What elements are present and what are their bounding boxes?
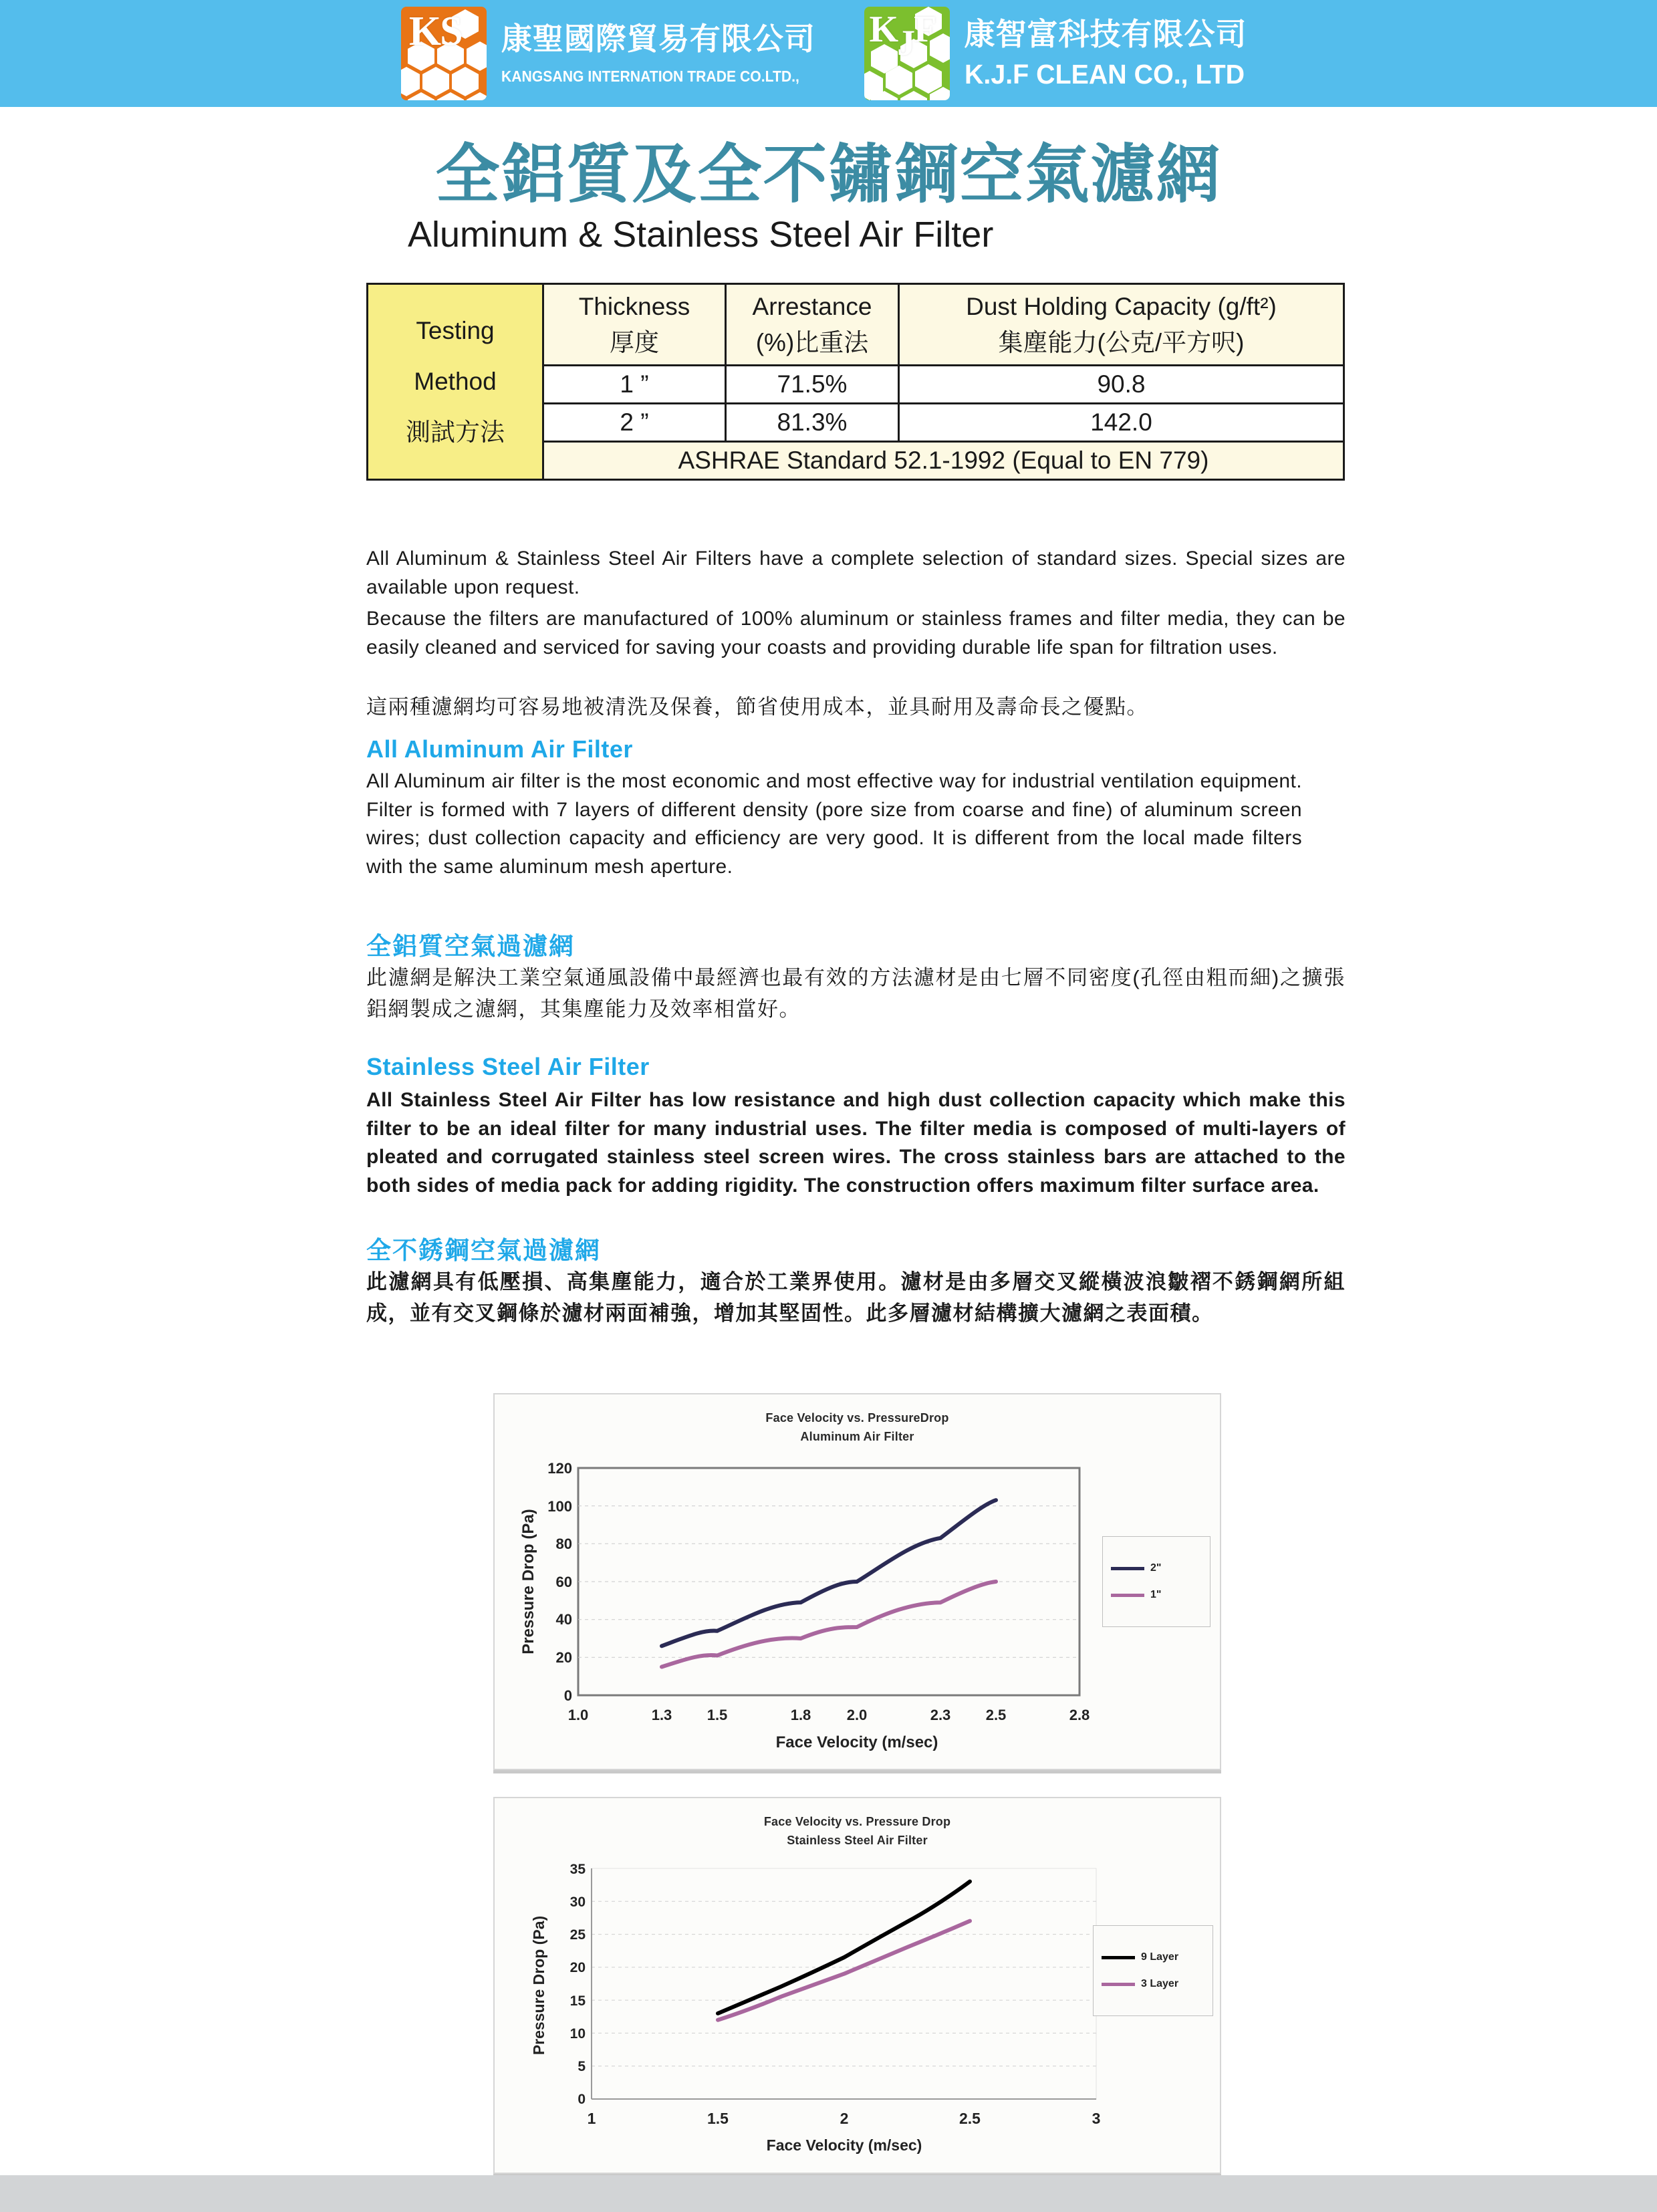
legend-label-2in: 2": [1150, 1562, 1162, 1574]
cell-arrestance-2in: 81.3%: [726, 404, 899, 442]
svg-text:2.8: 2.8: [1069, 1707, 1090, 1723]
kjf-name-en: K.J.F CLEAN CO., LTD: [964, 58, 1245, 90]
legend-item: [1111, 1562, 1202, 1574]
brand-kjf: [864, 7, 1257, 100]
svg-text:35: 35: [569, 1862, 586, 1877]
svg-text:80: 80: [555, 1535, 572, 1552]
testing-method-label-cell: [368, 284, 543, 480]
header-en: Arrestance: [752, 293, 872, 320]
svg-text:2.3: 2.3: [930, 1707, 951, 1723]
svg-text:100: 100: [547, 1498, 572, 1515]
svg-text:3: 3: [1092, 2110, 1101, 2127]
chart2-legend: [1093, 1925, 1213, 2016]
column-header-thickness: [543, 284, 726, 366]
testing-method-table: [366, 283, 1345, 481]
page-header: [0, 0, 1657, 107]
svg-text:2: 2: [840, 2110, 849, 2127]
legend-item: [1102, 1978, 1204, 1990]
legend-item: [1102, 1951, 1204, 1963]
method-line-3: 測試方法: [406, 418, 505, 447]
intro-paragraph-1: All Aluminum & Stainless Steel Air Filters have a complete selection of standard sizes. Special sizes are available upon request.: [366, 547, 1346, 598]
header-cn: 厚度: [610, 328, 659, 356]
legend-swatch-9-layer-icon: [1102, 1956, 1135, 1959]
ashrae-standard-note: ASHRAE Standard 52.1-1992 (Equal to EN 779): [543, 442, 1344, 480]
page-title-cn: 全鋁質及全不鏽鋼空氣濾網: [435, 139, 1222, 211]
kjf-logo-letters: KJF: [869, 9, 936, 63]
svg-text:1.5: 1.5: [707, 1707, 728, 1723]
legend-swatch-1in-icon: [1111, 1594, 1144, 1597]
intro-paragraph-cn: 這兩種濾網均可容易地被清洗及保養，節省使用成本，並具耐用及壽命長之優點。: [366, 695, 1148, 719]
svg-text:2.5: 2.5: [985, 1707, 1007, 1723]
kangsang-name-en: KANGSANG INTERNATION TRADE CO.LTD.,: [501, 67, 799, 85]
svg-text:1: 1: [587, 2110, 596, 2127]
chart-aluminum-air-filter: [493, 1393, 1221, 1770]
section-body-stainless-steel-air-filter: All Stainless Steel Air Filter has low resistance and high dust collection capacity which make this filter to be an ideal filter for many industrial uses. The filter media is composed of multi-layers of pleated and corrugated stainless steel screen wires. The cross stainless bars are attached to the both sides of media pack for adding rigidity. The construction offers maximum filter surface area.: [366, 1089, 1346, 1197]
section-heading-stainless-steel-air-filter: Stainless Steel Air Filter: [366, 1053, 650, 1080]
chart1-legend: [1102, 1536, 1210, 1627]
brand-kangsang: [401, 7, 825, 100]
svg-text:Face Velocity (m/sec): Face Velocity (m/sec): [766, 2136, 922, 2154]
chart2-title: Face Velocity vs. Pressure Drop: [763, 1815, 951, 1828]
cell-dust-2in: 142.0: [899, 404, 1344, 442]
svg-text:1.3: 1.3: [651, 1707, 672, 1723]
chart1-subtitle: Aluminum Air Filter: [800, 1429, 914, 1443]
column-header-arrestance: [726, 284, 899, 366]
chart-stainless-steel-air-filter: [493, 1797, 1221, 2174]
svg-text:1.8: 1.8: [790, 1707, 811, 1723]
cell-arrestance-1in: 71.5%: [726, 366, 899, 404]
svg-text:60: 60: [555, 1574, 572, 1590]
page-footer-band: [0, 2175, 1657, 2212]
svg-text:0: 0: [578, 2092, 586, 2107]
svg-text:0: 0: [563, 1687, 572, 1704]
intro-paragraph-2: Because the filters are manufactured of 100% aluminum or stainless frames and filter media, they can be easily cleaned and serviced for saving your coasts and providing durable life span for filtration uses.: [366, 608, 1346, 658]
cell-thickness-2in: 2 ”: [543, 404, 726, 442]
section-body-aluminum-cn: 此濾網是解決工業空氣通風設備中最經濟也最有效的方法濾材是由七層不同密度(孔徑由粗而細)之擴張鋁網製成之濾網，其集塵能力及效率相當好。: [366, 966, 1346, 1021]
section-body-stainless-cn: 此濾網具有低壓損、高集塵能力，適合於工業界使用。濾材是由多層交叉縱橫波浪皺褶不銹鋼網所組成，並有交叉鋼條於濾材兩面補強，增加其堅固性。此多層濾材結構擴大濾網之表面積。: [366, 1270, 1346, 1325]
svg-text:Pressure Drop (Pa): Pressure Drop (Pa): [530, 1915, 547, 2056]
section-body-all-aluminum-air-filter: All Aluminum air filter is the most economic and most effective way for industrial ventilation equipment. Filter is formed with 7 layers of different density (pore size from coarse and fine) of aluminum screen wires; dust collection capacity and efficiency are very good. It is different from the local made filters with the same aluminum mesh aperture.: [366, 770, 1302, 878]
header-en: Dust Holding Capacity (g/ft²): [966, 293, 1277, 320]
svg-text:1.5: 1.5: [707, 2110, 729, 2127]
legend-swatch-3-layer-icon: [1102, 1983, 1135, 1986]
chart2-subtitle: Stainless Steel Air Filter: [787, 1833, 928, 1847]
svg-text:Pressure Drop (Pa): Pressure Drop (Pa): [519, 1509, 537, 1654]
header-en: Thickness: [578, 293, 690, 320]
section-heading-aluminum-cn: 全鋁質空氣過濾網: [366, 933, 575, 960]
svg-text:1.0: 1.0: [567, 1707, 589, 1723]
cell-thickness-1in: 1 ”: [543, 366, 726, 404]
kjf-name-cn: 康智富科技有限公司: [964, 17, 1247, 52]
svg-text:30: 30: [569, 1894, 586, 1910]
page-title-en: Aluminum & Stainless Steel Air Filter: [408, 215, 994, 255]
svg-text:40: 40: [555, 1611, 572, 1628]
section-heading-stainless-cn: 全不銹鋼空氣過濾網: [366, 1237, 601, 1264]
header-cn: 集塵能力(公克/平方呎): [998, 328, 1245, 356]
svg-text:120: 120: [547, 1460, 572, 1477]
legend-label-1in: 1": [1150, 1589, 1162, 1600]
table-header-row: [368, 284, 1344, 366]
svg-text:2.5: 2.5: [959, 2110, 981, 2127]
legend-swatch-2in-icon: [1111, 1567, 1144, 1570]
legend-label-9-layer: 9 Layer: [1141, 1951, 1179, 1963]
ks-logo-icon: [401, 7, 487, 100]
svg-text:2.0: 2.0: [846, 1707, 868, 1723]
column-header-dust-holding-capacity: [899, 284, 1344, 366]
svg-text:10: 10: [569, 2026, 586, 2042]
svg-text:15: 15: [569, 1993, 586, 2009]
legend-label-3-layer: 3 Layer: [1141, 1978, 1179, 1989]
header-cn: (%)比重法: [755, 328, 869, 356]
svg-text:25: 25: [569, 1927, 586, 1943]
svg-text:20: 20: [555, 1649, 572, 1666]
method-line-1: Testing: [416, 317, 495, 345]
kangsang-name-cn: 康聖國際貿易有限公司: [501, 21, 815, 57]
legend-item: [1111, 1589, 1202, 1601]
cell-dust-1in: 90.8: [899, 366, 1344, 404]
method-line-2: Method: [414, 368, 497, 396]
kjf-logo-icon: [864, 7, 950, 100]
ks-logo-letters: KS: [408, 9, 462, 54]
svg-text:20: 20: [569, 1960, 586, 1975]
chart1-title: Face Velocity vs. PressureDrop: [765, 1411, 949, 1425]
svg-text:Face Velocity (m/sec): Face Velocity (m/sec): [775, 1733, 938, 1751]
section-heading-all-aluminum-air-filter: All Aluminum Air Filter: [366, 735, 633, 763]
svg-text:5: 5: [578, 2059, 586, 2074]
